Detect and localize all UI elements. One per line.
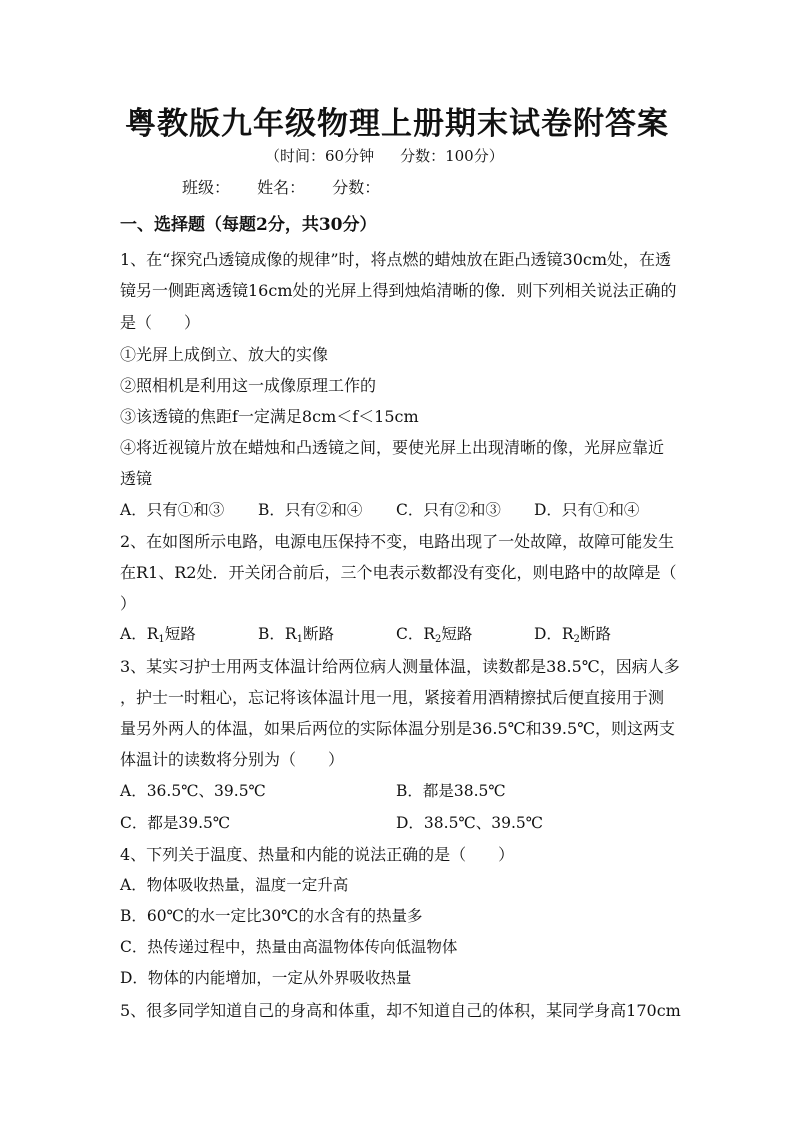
score-label: 分数： xyxy=(332,178,381,197)
q4-stem: 4、下列关于温度、热量和内能的说法正确的是（ ） xyxy=(120,845,515,864)
q3-option-a: A．36.5℃、39.5℃ xyxy=(120,782,266,800)
q1-option-c: C．只有②和③ xyxy=(396,501,501,519)
q1-item: ④将近视镜片放在蜡烛和凸透镜之间，要使光屏上出现清晰的像，光屏应靠近 xyxy=(120,438,665,457)
q3-option-b: B．都是38.5℃ xyxy=(396,782,506,800)
q1-option-d: D．只有①和④ xyxy=(534,501,640,519)
q2-stem-line: 2、在如图所示电路，电源电压保持不变，电路出现了一处故障，故障可能发生 xyxy=(120,532,675,551)
page-title: 粤教版九年级物理上册期末试卷附答案 xyxy=(125,106,669,142)
q5-stem: 5、很多同学知道自己的身高和体重，却不知道自己的体积，某同学身高170cm xyxy=(120,1001,681,1020)
q1-item: ②照相机是利用这一成像原理工作的 xyxy=(120,376,377,395)
q3-stem-line: 量另外两人的体温，如果后两位的实际体温分别是36.5℃和39.5℃，则这两支 xyxy=(120,719,676,738)
q1-item: ①光屏上成倒立、放大的实像 xyxy=(120,345,329,364)
q1-option-a: A．只有①和③ xyxy=(120,501,225,519)
q4-option-a: A．物体吸收热量，温度一定升高 xyxy=(120,876,349,894)
q2-option-c: C．$R_2$短路 xyxy=(396,625,473,645)
student-info xyxy=(182,175,402,198)
q2-option-a: A．$R_1$短路 xyxy=(120,625,196,645)
q4-option-b: B．60℃的水一定比30℃的水含有的热量多 xyxy=(120,907,423,925)
exam-time: （时间：60分钟 xyxy=(265,147,375,165)
q1-stem-line: 镜另一侧距离透镜16cm处的光屏上得到烛焰清晰的像．则下列相关说法正确的 xyxy=(120,281,677,300)
q2-stem-line: 在R1、R2处．开关闭合前后，三个电表示数都没有变化，则电路中的故障是（ xyxy=(120,563,677,582)
q1-stem-line: 是（ ） xyxy=(120,313,201,332)
exam-total-score: 分数：100分） xyxy=(400,147,504,165)
q1-item: 透镜 xyxy=(120,469,153,488)
q3-stem-line: ，护士一时粗心，忘记将该体温计甩一甩，紧接着用酒精擦拭后便直接用于测 xyxy=(120,688,665,707)
q2-option-d: D．$R_2$断路 xyxy=(534,625,611,645)
exam-time-score xyxy=(265,145,504,166)
q4-option-c: C．热传递过程中，热量由高温物体传向低温物体 xyxy=(120,938,458,956)
q3-option-c: C．都是39.5℃ xyxy=(120,814,231,832)
q4-option-d: D．物体的内能增加，一定从外界吸收热量 xyxy=(120,969,412,987)
q3-stem-line: 体温计的读数将分别为（ ） xyxy=(120,750,345,769)
q1-option-b: B．只有②和④ xyxy=(258,501,363,519)
q2-option-b: B．$R_1$断路 xyxy=(258,625,334,645)
q2-stem-line: ） xyxy=(120,594,137,613)
name-label: 姓名： xyxy=(257,178,306,197)
q3-option-d: D．38.5℃、39.5℃ xyxy=(396,814,544,832)
class-label: 班级： xyxy=(182,178,231,197)
q3-stem-line: 3、某实习护士用两支体温计给两位病人测量体温，读数都是38.5℃，因病人多 xyxy=(120,657,680,676)
q1-item: ③该透镜的焦距f一定满足8cm＜f＜15cm xyxy=(120,407,419,426)
q1-stem-line: 1、在“探究凸透镜成像的规律”时，将点燃的蜡烛放在距凸透镜30cm处，在透 xyxy=(120,250,672,269)
section-heading: 一、选择题（每题2分，共30分） xyxy=(120,215,377,235)
